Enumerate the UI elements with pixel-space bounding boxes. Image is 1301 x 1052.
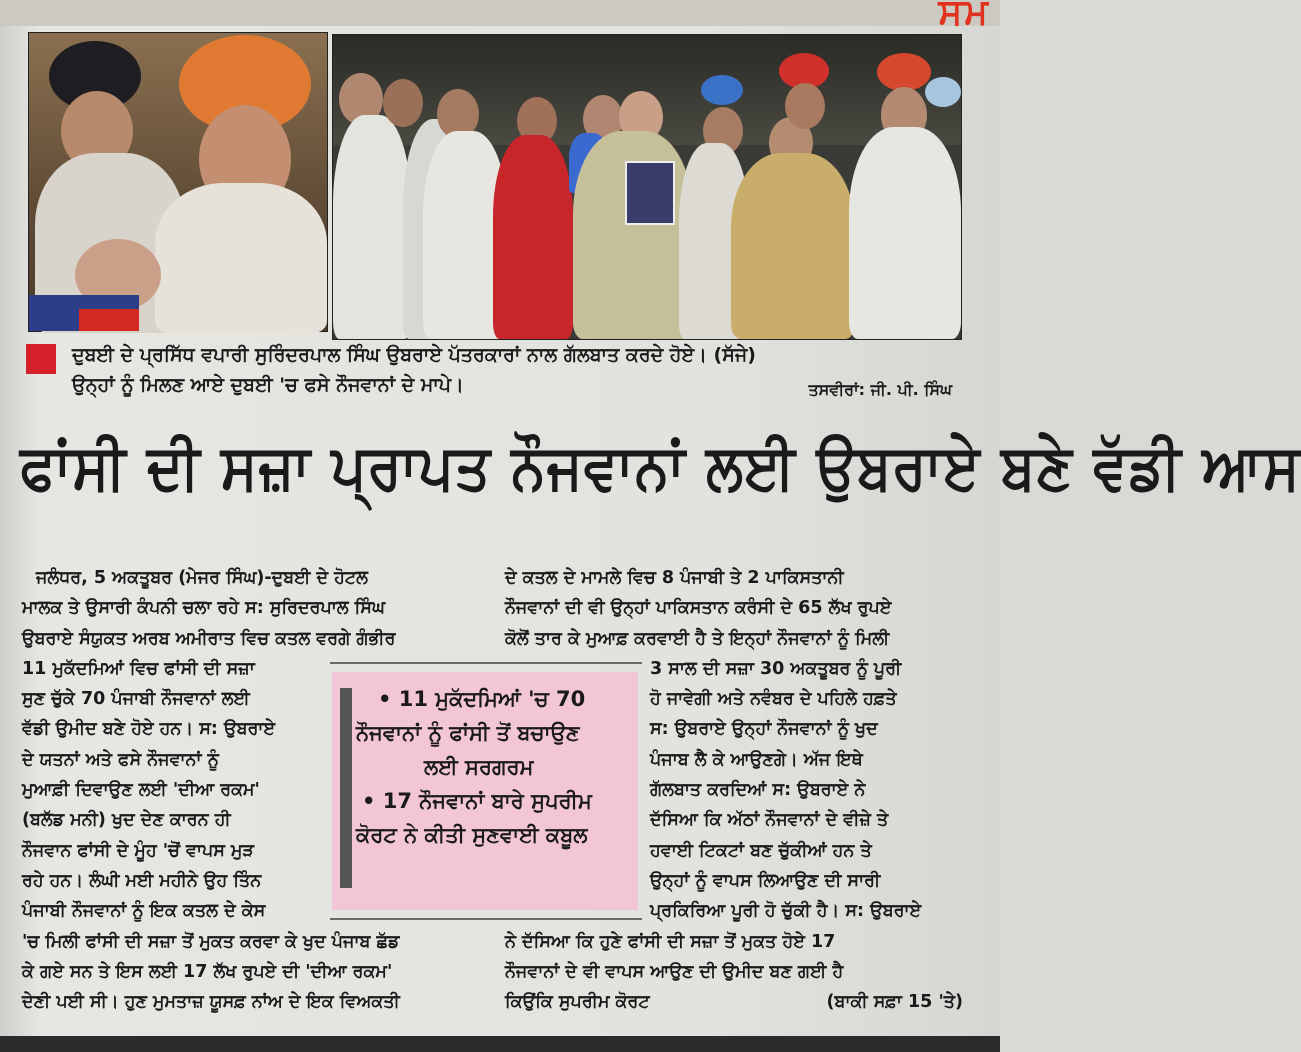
text-line: ਮਾਲਕ ਤੇ ਉਸਾਰੀ ਕੰਪਨੀ ਚਲਾ ਰਹੇ ਸ: ਸੁਰਿਦਰਪਾਲ ਸਿੰਘ — [22, 598, 385, 619]
text-line: ਵੱਡੀ ਉਮੀਦ ਬਣੇ ਹੋਏ ਹਨ। ਸ: ਉਬਰਾਏ — [22, 719, 276, 740]
highlight-box — [330, 662, 642, 920]
text-line: ਗੱਲਬਾਤ ਕਰਦਿਆਂ ਸ: ਉਬਰਾਏ ਨੇ — [650, 780, 866, 801]
turban-light — [925, 77, 961, 107]
man-1 — [333, 115, 411, 339]
text-line: ਨੌਜਵਾਨਾਂ ਦੀ ਵੀ ਉਨ੍ਹਾਂ ਪਾਕਿਸਤਾਨ ਕਰੰਸੀ ਦੇ 65 ਲੱਖ ਰੁਪਏ — [505, 598, 892, 619]
held-portrait — [625, 161, 675, 225]
text-line: ਕੇ ਗਏ ਸਨ ਤੇ ਇਸ ਲਈ 17 ਲੱਖ ਰੁਪਏ ਦੀ 'ਦੀਆ ਰਕਮ' — [22, 961, 393, 982]
masthead-fragment: ਸਮ — [938, 0, 990, 33]
head-2 — [383, 79, 423, 127]
text-line: ਦੇ ਯਤਨਾਂ ਅਤੇ ਫਸੇ ਨੌਜਵਾਨਾਂ ਨੂੰ — [22, 749, 219, 770]
text-line: 11 ਮੁਕੱਦਮਿਆਂ ਵਿਚ ਫਾਂਸੀ ਦੀ ਸਜ਼ਾ — [22, 658, 255, 679]
text-line: 'ਚ ਮਿਲੀ ਫਾਂਸੀ ਦੀ ਸਜ਼ਾ ਤੋਂ ਮੁਕਤ ਕਰਵਾ ਕੇ ਖੁਦ ਪੰਜਾਬ ਛੱਡ — [22, 931, 400, 952]
caption-line-2: ਉਨ੍ਹਾਂ ਨੂੰ ਮਿਲਣ ਆਏ ਦੁਬਈ 'ਚ ਫਸੇ ਨੌਜਵਾਨਾਂ ਦੇ ਮਾਪੇ। — [72, 374, 464, 396]
caption-line-1: ਦੁਬਈ ਦੇ ਪ੍ਰਸਿੱਧ ਵਪਾਰੀ ਸੁਰਿੰਦਰਪਾਲ ਸਿੰਘ ਉਬਰਾਏ ਪੱਤਰਕਾਰਾਂ ਨਾਲ ਗੱਲਬਾਤ ਕਰਦੇ ਹੋਏ। (ਸੱਜੇ) — [72, 344, 756, 366]
text-line: ਦੇਣੀ ਪਈ ਸੀ। ਹੁਣ ਮੁਮਤਾਜ਼ ਯੂਸਫ਼ ਨਾਂਅ ਦੇ ਇਕ ਵਿਅਕਤੀ — [22, 992, 400, 1013]
text-line: ਸੁਣ ਚੁੱਕੇ 70 ਪੰਜਾਬੀ ਨੌਜਵਾਨਾਂ ਲਈ — [22, 689, 250, 710]
woman-red — [493, 135, 573, 339]
text-line: ਹੋ ਜਾਵੇਗੀ ਅਤੇ ਨਵੰਬਰ ਦੇ ਪਹਿਲੇ ਹਫ਼ਤੇ — [650, 689, 897, 710]
text-line: ਮੁਆਫ਼ੀ ਦਿਵਾਉਣ ਲਈ 'ਦੀਆ ਰਕਮ' — [22, 780, 260, 801]
continued-note: (ਬਾਕੀ ਸਫ਼ਾ 15 'ਤੇ) — [826, 992, 963, 1013]
text-line: (ਬਲੱਡ ਮਨੀ) ਖੁਦ ਦੇਣ ਕਾਰਨ ਹੀ — [22, 810, 231, 831]
box-line: • 11 ਮੁਕੱਦਮਿਆਂ 'ਚ 70 — [378, 687, 586, 711]
head-9 — [785, 83, 825, 129]
text-line-end: ਕਿਉਂਕਿ ਸੁਪਰੀਮ ਕੋਰਟ — [505, 992, 650, 1013]
text-line: ਰਹੇ ਹਨ। ਲੰਘੀ ਮਈ ਮਹੀਨੇ ਉਹ ਤਿੰਨ — [22, 870, 262, 891]
box-line: ਕੋਰਟ ਨੇ ਕੀਤੀ ਸੁਣਵਾਈ ਕਬੂਲ — [356, 823, 588, 847]
text-line: ਜਲੰਧਰ, 5 ਅਕਤੂਬਰ (ਮੇਜਰ ਸਿੰਘ)-ਦੁਬਈ ਦੇ ਹੋਟਲ — [36, 568, 368, 588]
text-line: 3 ਸਾਲ ਦੀ ਸਜ਼ਾ 30 ਅਕਤੂਬਰ ਨੂੰ ਪੂਰੀ — [650, 658, 902, 679]
top-strip — [0, 0, 1000, 26]
photo-credit: ਤਸਵੀਰਾਂ: ਜੀ. ਪੀ. ਸਿੰਘ — [808, 380, 952, 399]
photo-caption — [26, 342, 966, 406]
text-line: ਕੋਲੋਂ ਤਾਰ ਕੇ ਮੁਆਫ਼ ਕਰਵਾਈ ਹੈ ਤੇ ਇਨ੍ਹਾਂ ਨੌਜਵਾਨਾਂ ਨੂੰ ਮਿਲੀ — [505, 628, 890, 649]
box-line: ਲਈ ਸਰਗਰਮ — [424, 755, 534, 779]
box-text — [356, 682, 636, 852]
text-line: ਉਬਰਾਏ ਸੰਯੁਕਤ ਅਰਬ ਅਮੀਰਾਤ ਵਿਚ ਕਤਲ ਵਰਗੇ ਗੰਭੀਰ — [22, 628, 396, 649]
woman-gold — [731, 153, 855, 339]
text-line: ਉਨ੍ਹਾਂ ਨੂੰ ਵਾਪਸ ਲਿਆਉਣ ਦੀ ਸਾਰੀ — [650, 870, 881, 891]
box-line: ਨੌਜਵਾਨਾਂ ਨੂੰ ਫਾਂਸੀ ਤੋਂ ਬਚਾਉਣ — [356, 721, 580, 745]
text-line: ਦੇ ਕਤਲ ਦੇ ਮਾਮਲੇ ਵਿਚ 8 ਪੰਜਾਬੀ ਤੇ 2 ਪਾਕਿਸਤਾਨੀ — [505, 568, 844, 588]
text-line: ਪੰਜਾਬ ਲੈ ਕੇ ਆਉਣਗੇ। ਅੱਜ ਇਥੇ — [650, 749, 863, 770]
man-white-right — [849, 127, 961, 339]
text-line: ਦੱਸਿਆ ਕਿ ਅੱਠਾਂ ਨੌਜਵਾਨਾਂ ਦੇ ਵੀਜ਼ੇ ਤੇ — [650, 810, 889, 831]
shirt-right — [155, 183, 327, 333]
photo-oberoi — [28, 32, 328, 332]
text-line: ਸ: ਉਬਰਾਏ ਉਨ੍ਹਾਂ ਨੌਜਵਾਨਾਂ ਨੂੰ ਖੁਦ — [650, 719, 878, 740]
turban-red-2 — [877, 53, 931, 91]
bottom-strip — [0, 1036, 1000, 1052]
turban-blue — [701, 75, 743, 105]
box-rule-top — [330, 662, 642, 664]
box-line: • 17 ਨੌਜਵਾਨਾਂ ਬਾਰੇ ਸੁਪਰੀਮ — [362, 789, 592, 813]
caption-marker — [26, 344, 56, 374]
text-line: ਨੌਜਵਾਨਾਂ ਦੇ ਵੀ ਵਾਪਸ ਆਉਣ ਦੀ ਉਮੀਦ ਬਣ ਗਈ ਹੈ — [505, 961, 844, 982]
box-rule-bottom — [330, 918, 642, 920]
text-line: ਪੰਜਾਬੀ ਨੌਜਵਾਨਾਂ ਨੂੰ ਇਕ ਕਤਲ ਦੇ ਕੇਸ — [22, 901, 266, 922]
text-line — [505, 987, 963, 1017]
text-line: ਨੇ ਦੱਸਿਆ ਕਿ ਹੁਣੇ ਫਾਂਸੀ ਦੀ ਸਜ਼ਾ ਤੋਂ ਮੁਕਤ ਹੋਏ 17 — [505, 931, 836, 952]
text-line: ਹਵਾਈ ਟਿਕਟਾਂ ਬਣ ਚੁੱਕੀਆਂ ਹਨ ਤੇ — [650, 840, 872, 861]
box-side-bar — [340, 688, 352, 888]
photo-parents-group — [332, 34, 962, 340]
headline: ਫਾਂਸੀ ਦੀ ਸਜ਼ਾ ਪ੍ਰਾਪਤ ਨੌਜਵਾਨਾਂ ਲਈ ਉਬਰਾਏ ਬਣੇ ਵੱਡੀ ਆਸ — [20, 429, 1301, 504]
text-line: ਪ੍ਰਕਿਰਿਆ ਪੂਰੀ ਹੋ ਚੁੱਕੀ ਹੈ। ਸ: ਉਬਰਾਏ — [650, 901, 922, 922]
text-line: ਨੌਜਵਾਨ ਫਾਂਸੀ ਦੇ ਮੂੰਹ 'ਚੋਂ ਵਾਪਸ ਮੁੜ — [22, 840, 254, 861]
